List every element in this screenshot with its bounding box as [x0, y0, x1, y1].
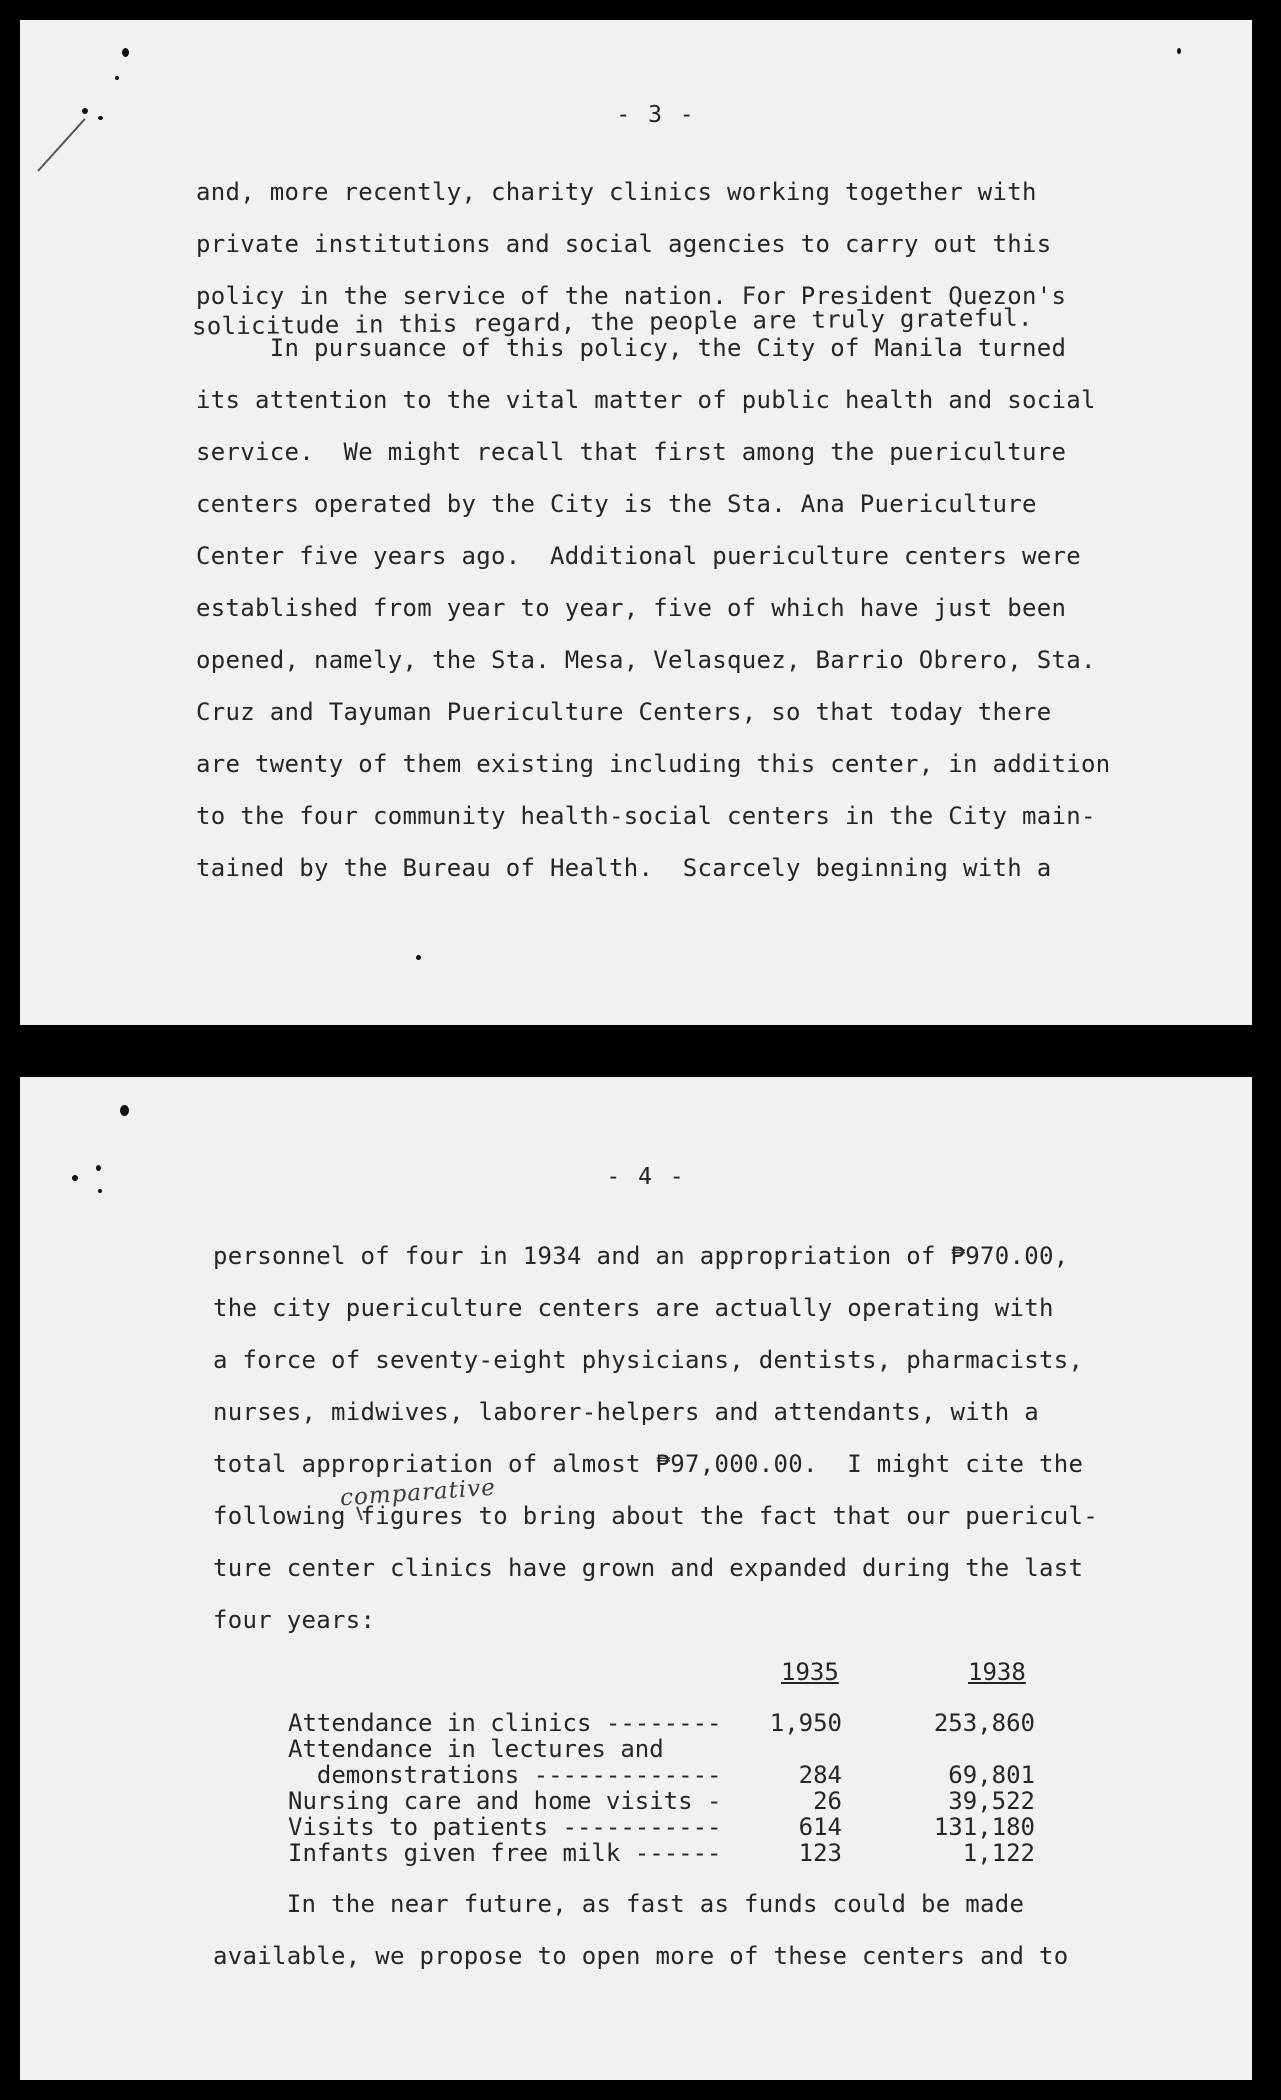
table-row-label: Visits to patients -----------	[288, 1813, 722, 1841]
table-cell-1938: 1,122	[962, 1839, 1035, 1867]
text-line: to the four community health-social centers in the City main-	[196, 802, 1096, 830]
text-line: total appropriation of almost ₱97,000.00. I might cite the	[213, 1450, 1084, 1478]
table-cell-1935: 284	[798, 1761, 842, 1789]
handwritten-insert: comparative	[339, 1474, 497, 1512]
text-line: are twenty of them existing including this center, in addition	[196, 750, 1111, 778]
text-line: four years:	[213, 1606, 376, 1634]
text-line: ture center clinics have grown and expanded during the last	[213, 1554, 1084, 1582]
text-line: a force of seventy-eight physicians, dentists, pharmacists,	[213, 1346, 1084, 1374]
text-line: established from year to year, five of which have just been	[196, 594, 1067, 622]
table-cell-1938: 39,522	[948, 1787, 1035, 1815]
table-row-label: Attendance in lectures and	[288, 1735, 664, 1763]
table-cell-1938: 253,860	[933, 1709, 1035, 1737]
text-line: private institutions and social agencies to carry out this	[196, 230, 1052, 258]
text-line: policy in the service of the nation. For President Quezon's	[196, 282, 1067, 310]
text-line: following figures to bring about the fact that our puericul-	[213, 1502, 1098, 1530]
text-line: opened, namely, the Sta. Mesa, Velasquez, Barrio Obrero, Sta.	[196, 646, 1096, 674]
table-row-label: demonstrations -------------	[288, 1761, 722, 1789]
document-page-3	[20, 20, 1252, 1025]
text-line: Center five years ago. Additional puericulture centers were	[196, 542, 1081, 570]
table-cell-1935: 123	[798, 1839, 842, 1867]
text-line: solicitude in this regard, the people are truly grateful.	[191, 303, 1033, 341]
text-line: centers operated by the City is the Sta. Ana Puericulture	[196, 490, 1037, 518]
text-line: the city puericulture centers are actually operating with	[213, 1294, 1054, 1322]
text-line: available, we propose to open more of these centers and to	[213, 1942, 1069, 1970]
text-line: personnel of four in 1934 and an appropriation of ₱970.00,	[213, 1242, 1069, 1270]
column-header-1935: 1935	[781, 1658, 839, 1686]
table-row-label: Infants given free milk ------	[288, 1839, 722, 1867]
text-line: service. We might recall that first among the puericulture	[196, 438, 1067, 466]
text-line: its attention to the vital matter of public health and social	[196, 386, 1096, 414]
table-cell-1938: 69,801	[948, 1761, 1035, 1789]
table-row-label: Attendance in clinics --------	[288, 1709, 722, 1737]
table-cell-1935: 1,950	[769, 1709, 842, 1737]
text-line: Cruz and Tayuman Puericulture Centers, so that today there	[196, 698, 1052, 726]
page-number: - 3 -	[616, 102, 696, 128]
page-number: - 4 -	[606, 1164, 686, 1190]
text-line: In the near future, as fast as funds could be made	[213, 1890, 1025, 1918]
table-cell-1938: 131,180	[933, 1813, 1035, 1841]
document-page-4	[20, 1077, 1252, 2080]
text-line: nurses, midwives, laborer-helpers and attendants, with a	[213, 1398, 1039, 1426]
text-line: tained by the Bureau of Health. Scarcely beginning with a	[196, 854, 1052, 882]
text-line: In pursuance of this policy, the City of Manila turned	[196, 334, 1067, 362]
table-cell-1935: 614	[798, 1813, 842, 1841]
text-line: and, more recently, charity clinics working together with	[196, 178, 1037, 206]
table-row-label: Nursing care and home visits -	[288, 1787, 722, 1815]
table-cell-1935: 26	[813, 1787, 842, 1815]
column-header-1938: 1938	[968, 1658, 1026, 1686]
